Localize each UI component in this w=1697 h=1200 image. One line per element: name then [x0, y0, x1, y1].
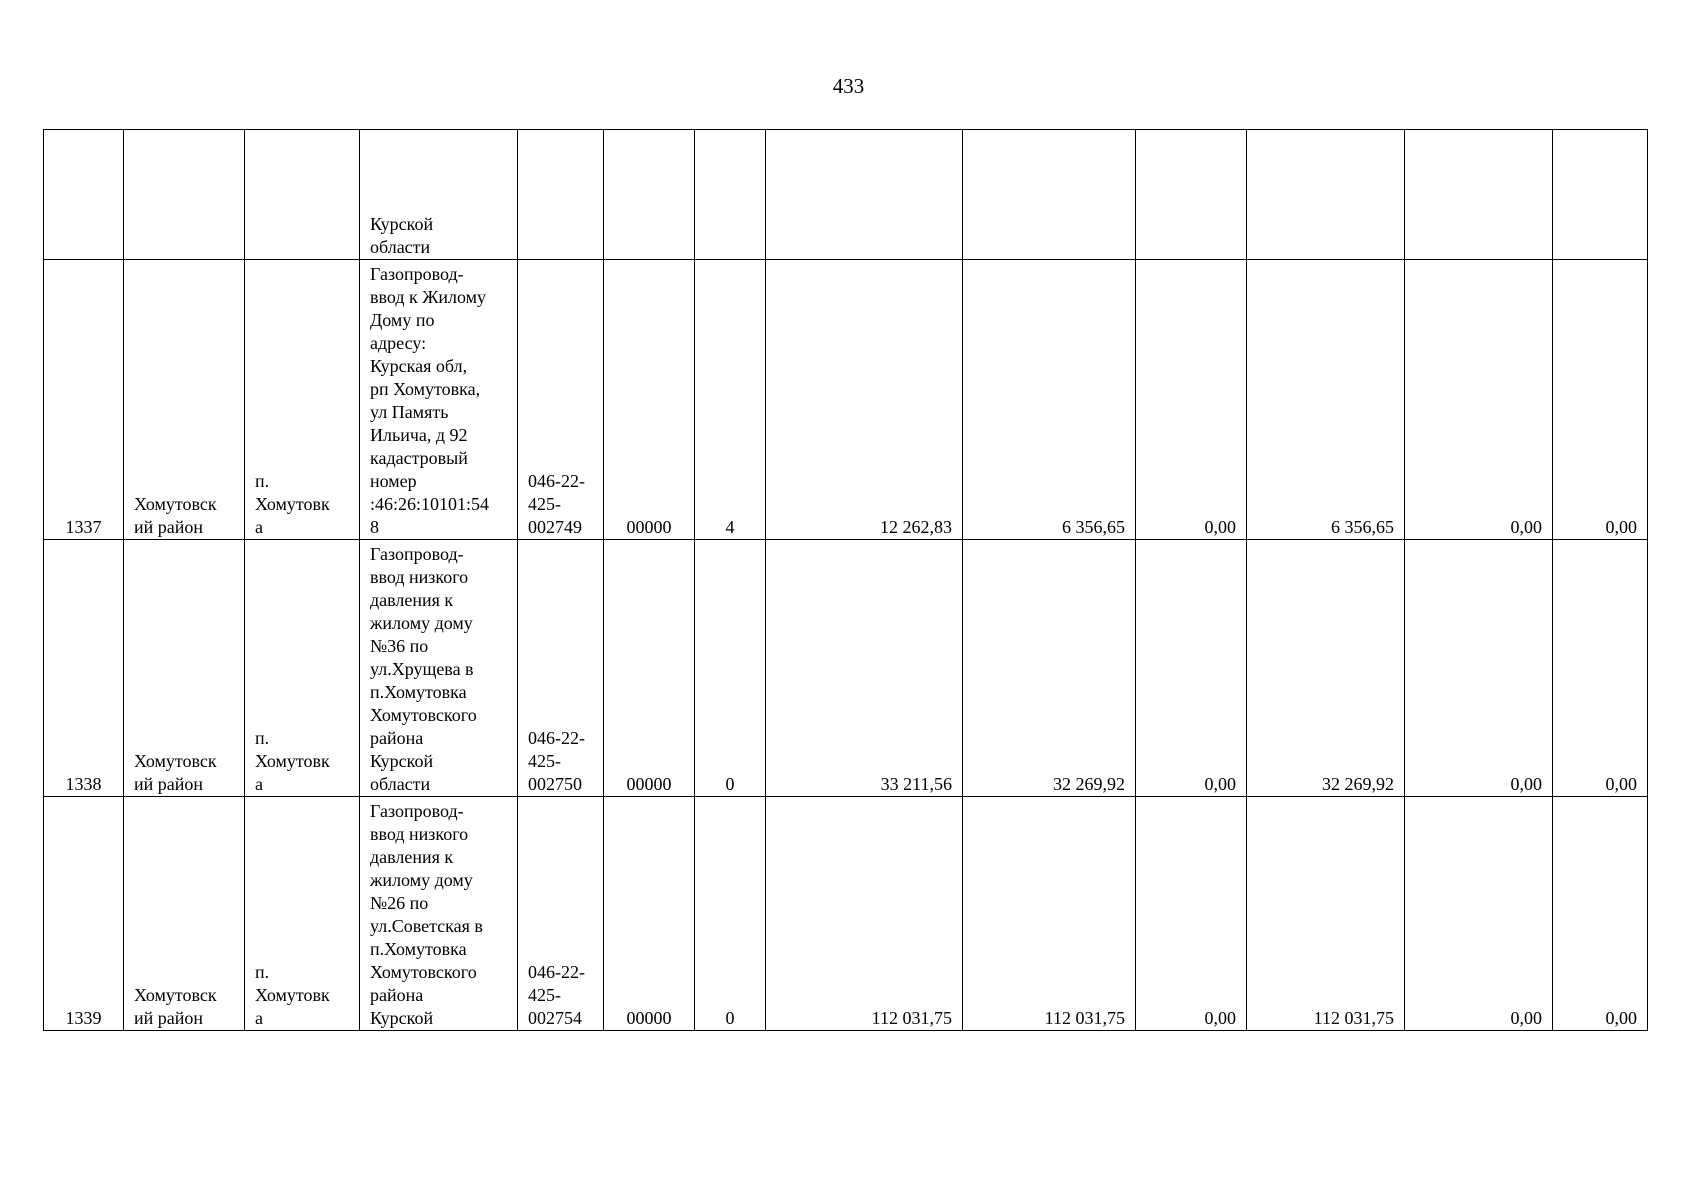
table-row	[44, 260, 1648, 540]
cell-col13: 0,00	[1553, 797, 1648, 1031]
cell-col9: 6 356,65	[963, 260, 1136, 540]
cell-col6: 00000	[604, 540, 695, 797]
cell-col7: 0	[695, 540, 766, 797]
cell-code	[518, 260, 604, 540]
cell-col12: 0,00	[1405, 540, 1553, 797]
cell-settlement	[245, 260, 360, 540]
cell-object-name	[360, 130, 518, 260]
cell-col12: 0,00	[1405, 260, 1553, 540]
object-name-text: Газопровод- ввод низкого давления к жилому дому №36 по ул.Хрущева в п.Хомутовка Хомутовского района Курской области	[370, 544, 477, 794]
cell-col9	[963, 130, 1136, 260]
cell-col6: 00000	[604, 260, 695, 540]
table-row-continued	[44, 130, 1648, 260]
cell-col8: 112 031,75	[766, 797, 963, 1031]
district-text: Хомутовск ий район	[134, 985, 217, 1028]
cell-district	[124, 130, 245, 260]
cell-col7: 0	[695, 797, 766, 1031]
district-text: Хомутовск ий район	[134, 494, 217, 537]
cell-num: 1337	[44, 260, 124, 540]
cell-col10: 0,00	[1136, 540, 1247, 797]
cell-col7: 4	[695, 260, 766, 540]
cell-code	[518, 797, 604, 1031]
cell-col11	[1247, 130, 1405, 260]
cell-district	[124, 540, 245, 797]
cell-col10: 0,00	[1136, 260, 1247, 540]
cell-num	[44, 130, 124, 260]
cell-object-name	[360, 797, 518, 1031]
code-text: 046-22- 425- 002750	[528, 728, 585, 794]
cell-col10	[1136, 130, 1247, 260]
object-name-text: Газопровод- ввод низкого давления к жилому дому №26 по ул.Советская в п.Хомутовка Хомутовского района Курской	[370, 801, 483, 1028]
cell-col11: 32 269,92	[1247, 540, 1405, 797]
cell-settlement	[245, 130, 360, 260]
table-row	[44, 797, 1648, 1031]
cell-num: 1338	[44, 540, 124, 797]
cell-col6	[604, 130, 695, 260]
district-text: Хомутовск ий район	[134, 751, 217, 794]
cell-code	[518, 130, 604, 260]
cell-col8: 33 211,56	[766, 540, 963, 797]
settlement-text: п. Хомутовк а	[255, 962, 330, 1028]
cell-col13	[1553, 130, 1648, 260]
object-name-text: Газопровод- ввод к Жилому Дому по адресу: Курская обл, рп Хомутовка, ул Память Ильича, д 92 кадастровый номер :46:26:10101:54 8	[370, 264, 490, 537]
cell-col11: 112 031,75	[1247, 797, 1405, 1031]
cell-district	[124, 797, 245, 1031]
settlement-text: п. Хомутовк а	[255, 471, 330, 537]
cell-col13: 0,00	[1553, 260, 1648, 540]
cell-col11: 6 356,65	[1247, 260, 1405, 540]
registry-table	[43, 129, 1648, 1031]
cell-settlement	[245, 540, 360, 797]
cell-col12	[1405, 130, 1553, 260]
cell-col8	[766, 130, 963, 260]
cell-district	[124, 260, 245, 540]
cell-col7	[695, 130, 766, 260]
page-number: 433	[832, 74, 865, 98]
cell-settlement	[245, 797, 360, 1031]
cell-col9: 32 269,92	[963, 540, 1136, 797]
cell-col13: 0,00	[1553, 540, 1648, 797]
object-name-text: Курской области	[370, 214, 434, 257]
cell-col8: 12 262,83	[766, 260, 963, 540]
cell-col6: 00000	[604, 797, 695, 1031]
cell-num: 1339	[44, 797, 124, 1031]
cell-col10: 0,00	[1136, 797, 1247, 1031]
cell-object-name	[360, 540, 518, 797]
cell-code	[518, 540, 604, 797]
code-text: 046-22- 425- 002749	[528, 471, 585, 537]
code-text: 046-22- 425- 002754	[528, 962, 585, 1028]
cell-col9: 112 031,75	[963, 797, 1136, 1031]
settlement-text: п. Хомутовк а	[255, 728, 330, 794]
table-row	[44, 540, 1648, 797]
cell-col12: 0,00	[1405, 797, 1553, 1031]
cell-object-name	[360, 260, 518, 540]
